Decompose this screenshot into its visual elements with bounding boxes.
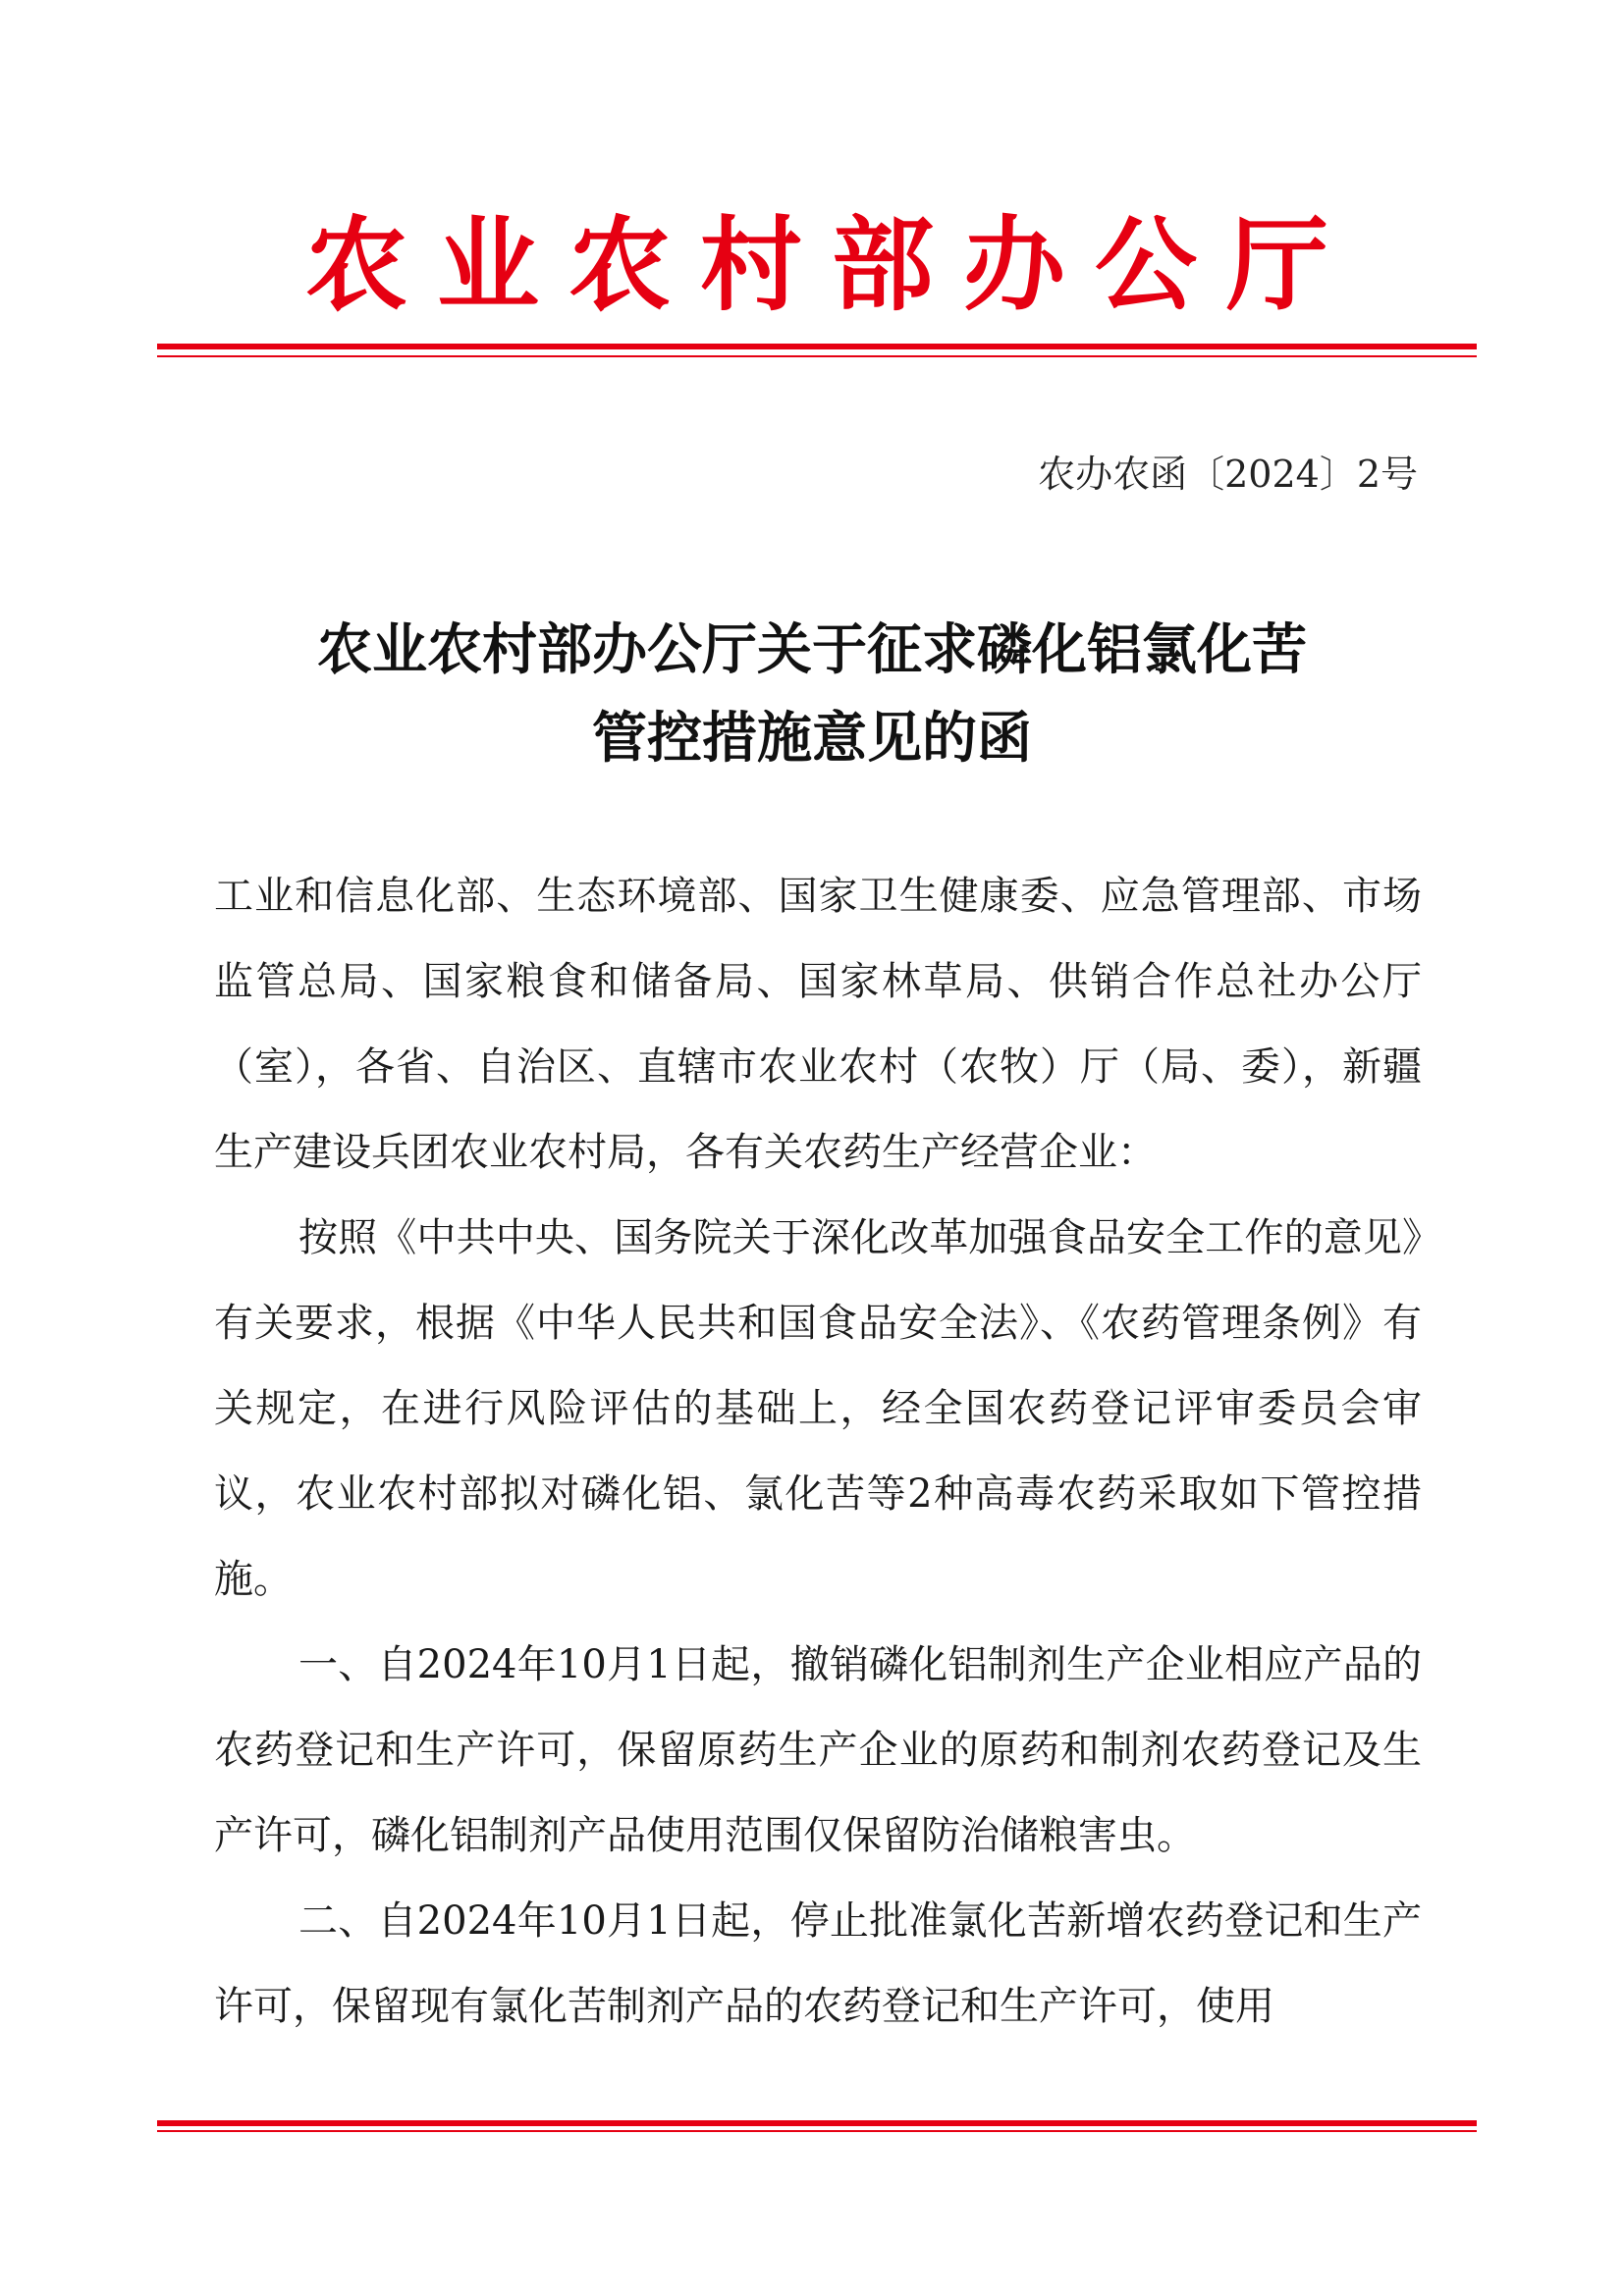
header-divider-thin: [157, 355, 1477, 357]
addressees-paragraph: 工业和信息化部、生态环境部、国家卫生健康委、应急管理部、市场监管总局、国家粮食和储备局、国家林草局、供销合作总社办公厅（室），各省、自治区、直辖市农业农村（农牧）厅（局、委），新疆生产建设兵团农业农村局，各有关农药生产经营企业：: [214, 874, 1422, 1175]
document-number: 农办农函〔2024〕2号: [1038, 453, 1418, 496]
masthead-organization: 农业农村部办公厅: [304, 204, 1358, 325]
document-title-line-2: 管控措施意见的函: [592, 707, 1032, 771]
header-divider-thick: [157, 344, 1477, 349]
document-body: [214, 854, 1422, 2050]
body-paragraph-1: 按照《中共中央、国务院关于深化改革加强食品安全工作的意见》有关要求，根据《中华人民共和国食品安全法》、《农药管理条例》有关规定，在进行风险评估的基础上，经全国农药登记评审委员会审议，农业农村部拟对磷化铝、氯化苦等2种高毒农药采取如下管控措施。: [214, 1215, 1422, 1602]
body-paragraph-3: 二、自2024年10月1日起，停止批准氯化苦新增农药登记和生产许可，保留现有氯化苦制剂产品的农药登记和生产许可，使用: [214, 1898, 1422, 2029]
document-title: [226, 607, 1398, 783]
body-paragraph-2: 一、自2024年10月1日起，撤销磷化铝制剂生产企业相应产品的农药登记和生产许可，保留原药生产企业的原药和制剂农药登记及生产许可，磷化铝制剂产品使用范围仅保留防治储粮害虫。: [214, 1642, 1422, 1858]
footer-divider-thick: [157, 2120, 1477, 2126]
footer-divider-thin: [157, 2130, 1477, 2132]
document-title-line-1: 农业农村部办公厅关于征求磷化铝氯化苦: [317, 618, 1307, 682]
